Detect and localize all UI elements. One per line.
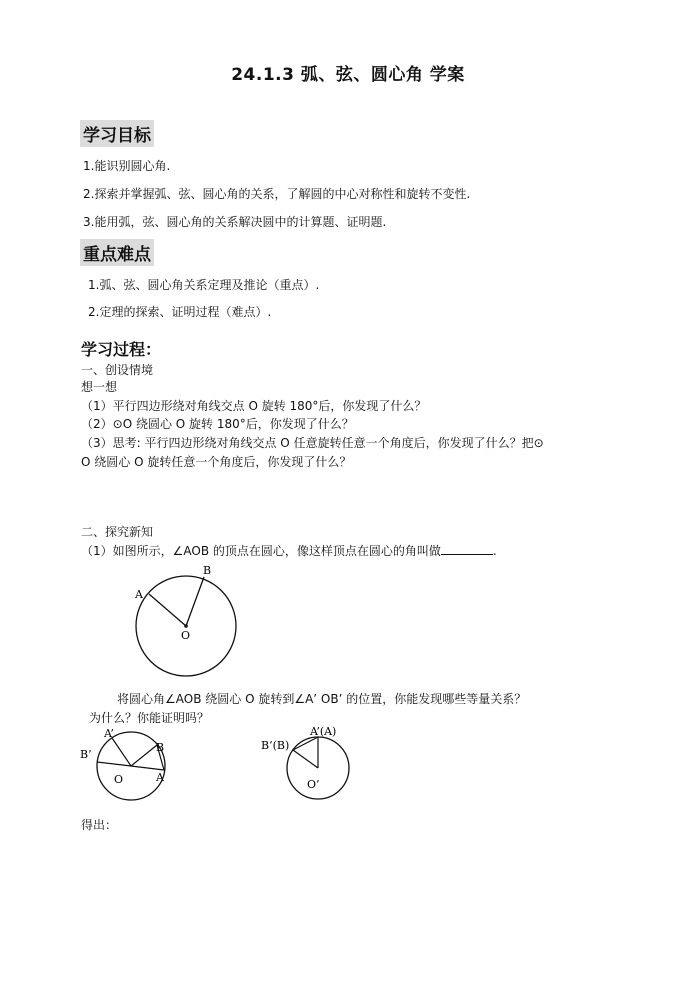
label-a: A [135,588,143,601]
center-point [184,624,188,628]
goal-item-2: 2.探索并掌握弧、弦、圆心角的关系，了解圆的中心对称性和旋转不变性. [83,187,471,201]
label-b: B [203,564,212,577]
question-3-line-2: O 绕圆心 O 旋转任意一个角度后，你发现了什么？ [81,455,352,469]
key-point-2: 2.定理的探索、证明过程（难点）. [88,305,272,319]
label-a: A [156,771,164,784]
key-points-heading: 重点难点 [80,239,154,266]
radius-ob [131,745,157,766]
learning-process-heading: 学习过程： [81,340,162,359]
rotate-question-line-1: 将圆心角∠AOB 绕圆心 O 旋转到∠A’ OB’ 的位置，你能发现哪些等量关系？ [117,692,527,706]
label-o: O [114,773,124,786]
goal-item-1: 1.能识别圆心角. [83,159,171,173]
label-b-prime-b: B’(B) [261,739,290,752]
radius-oa-prime [112,738,131,766]
label-a-prime-a: A’(A) [310,725,337,738]
part2-title: 二、探究新知 [81,525,154,539]
conclusion-label: 得出： [81,818,118,832]
think-label: 想一想 [81,380,118,394]
learning-goals-heading: 学习目标 [80,120,154,147]
label-o-prime: O’ [307,778,320,791]
figure-rotated-angle [76,726,176,802]
question-3-line-1: （3）思考: 平行四边形绕对角线交点 O 任意旋转任意一个角度后，你发现了什么？把⊙ [81,436,544,450]
label-b-prime: B’ [80,748,92,761]
figure-central-angle [126,560,256,682]
page-title: 24.1.3 弧、弦、圆心角 学案 [231,65,465,85]
rotate-question-line-2: 为什么？你能证明吗？ [89,711,210,725]
explore-item-1-text: （1）如图所示，∠AOB 的顶点在圆心，像这样顶点在圆心的角叫做 [81,544,441,558]
label-b: B [156,741,165,754]
radius-oa [131,766,164,770]
goal-item-3: 3.能用弧，弦、圆心角的关系解决圆中的计算题、证明题. [83,215,387,229]
radius-ob [293,750,318,768]
label-o: O [181,629,191,642]
answer-blank[interactable] [441,543,493,555]
key-point-1: 1.弧、弦、圆心角关系定理及推论（重点）. [88,278,320,292]
figure-coincident-angle [258,722,358,802]
question-1: （1）平行四边形绕对角线交点 O 旋转 180°后，你发现了什么？ [81,399,427,413]
label-a-prime: A’ [104,727,114,740]
explore-item-1-end: . [492,544,497,558]
part1-title: 一、创设情境 [81,363,154,377]
radius-ob-prime [97,762,131,766]
radius-oa [149,594,186,626]
radius-ob [186,577,204,626]
question-2: （2）⊙O 绕圆心 O 旋转 180°后，你发现了什么？ [81,417,354,431]
explore-item-1 [81,542,497,559]
